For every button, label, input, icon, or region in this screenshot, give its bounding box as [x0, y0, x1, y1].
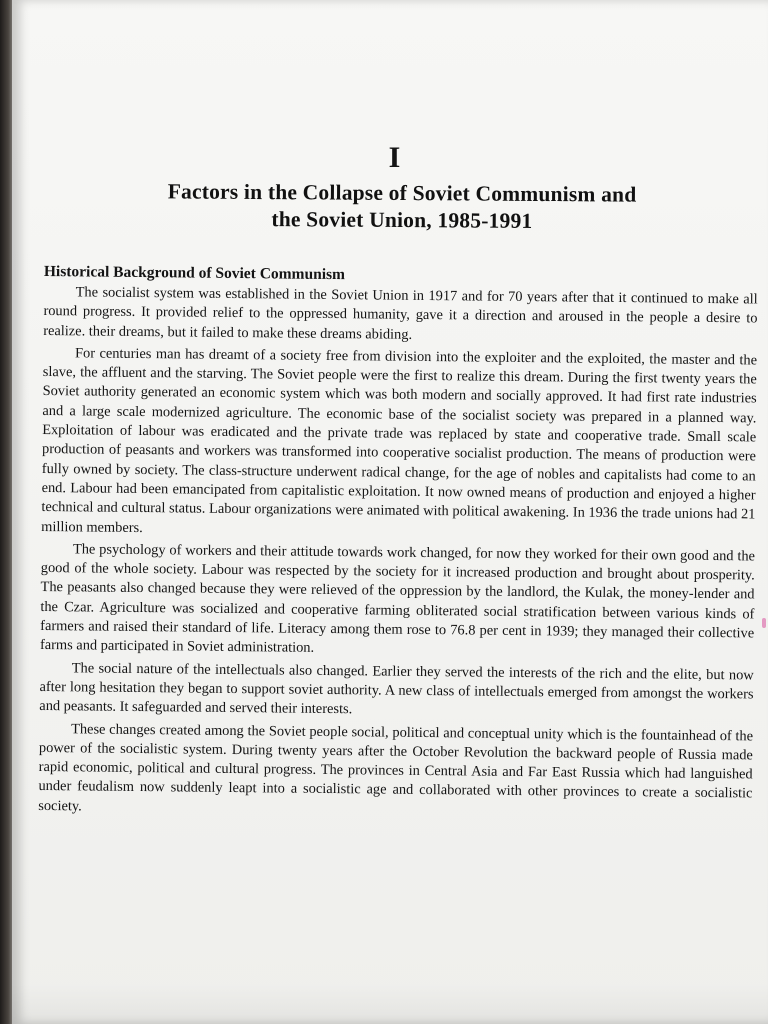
book-page: [12, 0, 768, 1024]
chapter-body: [38, 262, 758, 823]
chapter-number: I: [388, 141, 400, 174]
paragraph-4: The social nature of the intellectuals also changed. Earlier they served the interests of the rich and the elite, but now after long hesitation they began to support soviet authority. A new class of intellectuals emerged from amongst the workers and peasants. It safeguarded and served their interests.: [39, 659, 754, 718]
section-heading: Historical Background of Soviet Communism: [43, 262, 346, 284]
paragraph-3: The psychology of workers and their attitude towards work changed, for now they worked for their own good and the good of the whole society. Labour was respected by the society for it increased production and brought about prosperity. The peasants also changed because they were relieved of the oppression by the landlord, the Kulak, the money-lender and the Czar. Agriculture was socialized and cooperative farming obliterated social stratification between various kinds of farmers and raised their standard of life. Literacy among them rose to 76.8 per cent in 1939; they managed their collective farms and participated in Soviet administration.: [39, 541, 756, 657]
margin-highlight-mark: [762, 618, 766, 628]
paragraph-2: For centuries man has dreamt of a society free from division into the exploiter and the exploited, the master and the slave, the affluent and the starving. The Soviet people were the first to realize this dream. During the first twenty years the Soviet authority generated an economic system which was both modern and socially approved. It had first rate industries and a large scale modernized agriculture. The economic base of the socialist society was prepared in a planned way. Exploitation of labour was eradicated and the private trade was replaced by state and cooperative trade. Small scale production of peasants and workers was transformed into cooperative socialist production. The means of production were fully owned by society. The class-structure underwent radical change, for the age of nobles and capitalists had come to an end. Labour had been emancipated from capitalistic exploitation. It now owned means of production and enjoyed a higher technical and cultural status. Labour organizations were animated with political awakening. In 1936 the trade unions had 21 million members.: [41, 345, 758, 536]
chapter-title-line-1: Factors in the Collapse of Soviet Communism and: [167, 179, 637, 207]
chapter-title: [72, 178, 732, 237]
chapter-title-line-2: the Soviet Union, 1985-1991: [271, 207, 533, 233]
paragraph-1: The socialist system was established in the Soviet Union in 1917 and for 70 years after that it continued to make all round progress. It provided relief to the oppressed humanity, gave it a direction and aroused in the people a desire to realize. their dreams, but it failed to make these dreams abiding.: [43, 284, 758, 343]
paragraph-5: These changes created among the Soviet people social, political and conceptual unity which is the fountainhead of the power of the socialistic system. During twenty years after the October Revolution the backward people of Russia made rapid economic, political and cultural progress. The provinces in Central Asia and Far East Russia which had languished under feudalism now suddenly leapt into a socialistic age and collaborated with other provinces to create a socialistic society.: [38, 720, 754, 815]
